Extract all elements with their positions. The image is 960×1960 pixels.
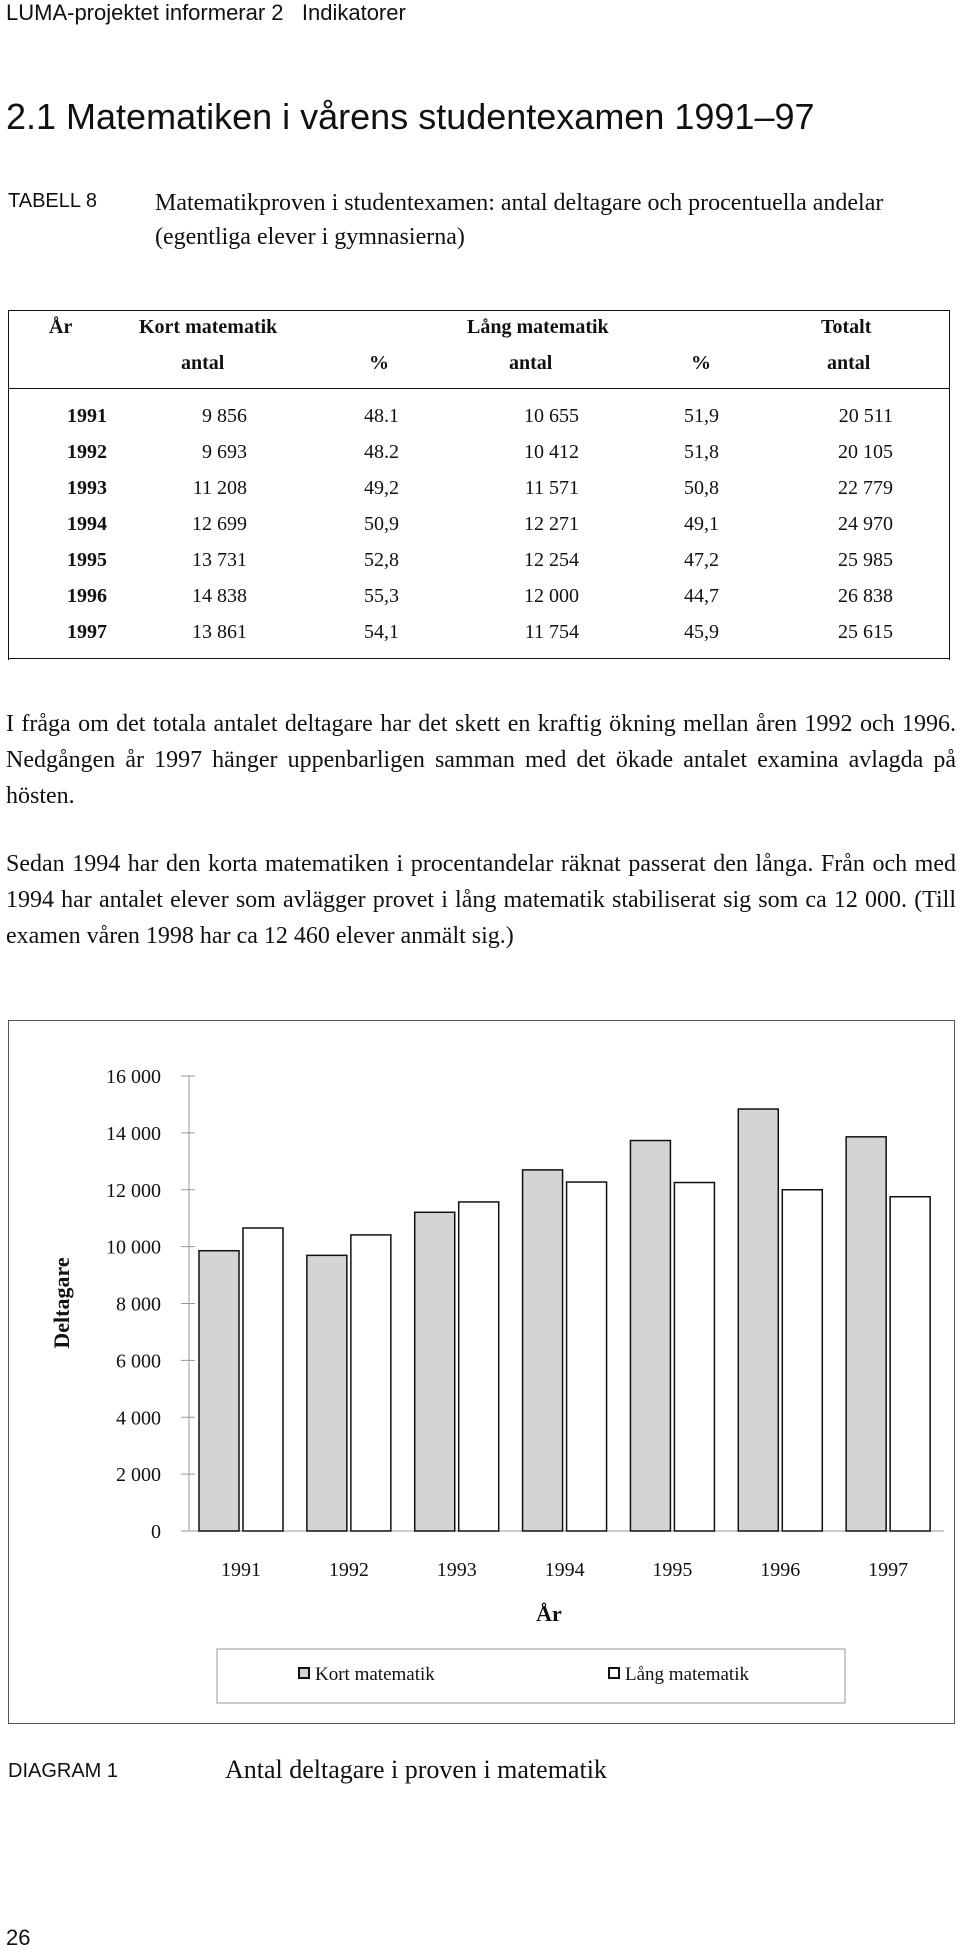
y-tick-label: 16 000 [106, 1066, 161, 1088]
legend-swatch-lang [609, 1668, 619, 1678]
bar-lang-1997 [890, 1197, 930, 1531]
bar-lang-1996 [782, 1190, 822, 1531]
y-axis-title: Deltagare [49, 1257, 74, 1349]
table-cell-short-antal: 9 693 [202, 441, 247, 463]
table-cell-short-pct: 54,1 [364, 621, 399, 643]
bar-kort-1995 [630, 1141, 670, 1531]
y-tick-label: 6 000 [116, 1350, 161, 1373]
y-tick-label: 8 000 [116, 1293, 161, 1316]
table-cell-year: 1997 [67, 621, 107, 643]
table-cell-short-pct: 55,3 [364, 585, 399, 607]
legend-swatch-kort [299, 1668, 309, 1678]
bar-kort-1992 [307, 1255, 347, 1531]
page-number: 26 [6, 1925, 31, 1950]
header-short-math: Kort matematik [139, 316, 278, 338]
bar-kort-1994 [523, 1170, 563, 1531]
table-cell-year: 1996 [67, 585, 107, 607]
table-cell-long-pct: 51,8 [684, 441, 719, 463]
table-cell-year: 1993 [67, 477, 107, 499]
table-cell-long-pct: 44,7 [684, 585, 719, 607]
legend-label-lang: Lång matematik [625, 1664, 749, 1685]
table-cell-total: 20 511 [838, 405, 893, 427]
table-cell-long-antal: 11 754 [524, 621, 579, 643]
table-cell-long-pct: 47,2 [684, 549, 719, 571]
bar-kort-1991 [199, 1251, 239, 1531]
y-tick-label: 14 000 [106, 1122, 161, 1145]
header-total: Totalt [821, 316, 872, 338]
table-cell-long-pct: 45,9 [684, 621, 719, 643]
data-table [8, 310, 950, 660]
y-tick-label: 12 000 [106, 1179, 161, 1202]
diagram-caption: Antal deltagare i proven i matematik [225, 1755, 607, 1784]
x-tick-label: 1997 [868, 1559, 909, 1581]
table-cell-short-antal: 9 856 [202, 405, 247, 427]
legend-box [217, 1649, 845, 1703]
table-cell-year: 1992 [67, 441, 107, 463]
table-cell-short-antal: 13 861 [192, 621, 247, 643]
table-cell-year: 1991 [67, 405, 107, 427]
table-cell-short-pct: 52,8 [364, 549, 399, 571]
table-cell-short-antal: 11 208 [192, 477, 247, 499]
table-cell-long-antal: 10 412 [524, 441, 579, 463]
table-caption: Matematikproven i studentexamen: antal deltagare och procentuella andelar (egentliga elever i gymnasierna) [155, 190, 884, 250]
table-cell-long-antal: 12 000 [524, 585, 579, 607]
subheader-long-antal: antal [509, 352, 553, 374]
table-cell-total: 25 615 [838, 621, 893, 643]
legend-label-kort: Kort matematik [315, 1664, 435, 1685]
table-cell-long-antal: 11 571 [524, 477, 579, 499]
running-header: LUMA-projektet informerar 2 Indikatorer [6, 0, 406, 25]
y-tick-label: 2 000 [116, 1464, 161, 1487]
bar-kort-1996 [738, 1109, 778, 1531]
table-cell-long-pct: 50,8 [684, 477, 719, 499]
subheader-short-antal: antal [181, 352, 225, 374]
x-tick-label: 1993 [436, 1559, 477, 1581]
bar-kort-1997 [846, 1137, 886, 1531]
x-tick-label: 1995 [652, 1559, 693, 1581]
y-tick-label: 4 000 [116, 1407, 161, 1430]
header-long-math: Lång matematik [467, 316, 609, 338]
bar-lang-1994 [567, 1182, 607, 1531]
table-cell-long-antal: 10 655 [524, 405, 579, 427]
table-cell-long-pct: 49,1 [684, 513, 719, 535]
chart-frame [8, 1020, 955, 1724]
table-cell-total: 24 970 [838, 513, 893, 535]
bar-lang-1995 [674, 1183, 714, 1531]
header-year: År [49, 316, 73, 338]
paragraph-1: I fråga om det totala antalet deltagare har det skett en kraftig ökning mellan åren 1992 och 1996. Nedgången år 1997 hänger uppenbarligen samman med det ökade antalet examina avlagda på hösten. [6, 711, 956, 809]
bar-lang-1992 [351, 1235, 391, 1531]
subheader-total-antal: antal [827, 352, 871, 374]
table-cell-short-antal: 12 699 [192, 513, 247, 535]
section-title: 2.1 Matematiken i vårens studentexamen 1991–97 [6, 96, 815, 137]
x-tick-label: 1994 [544, 1559, 585, 1581]
x-tick-label: 1996 [760, 1559, 801, 1581]
bar-lang-1993 [459, 1202, 499, 1531]
table-cell-short-antal: 13 731 [192, 549, 247, 571]
table-label: TABELL 8 [8, 190, 97, 212]
subheader-long-pct: % [691, 352, 711, 374]
diagram-label: DIAGRAM 1 [8, 1760, 119, 1782]
table-cell-total: 22 779 [838, 477, 893, 499]
bar-lang-1991 [243, 1228, 283, 1531]
x-axis-title: År [536, 1601, 562, 1626]
bar-kort-1993 [415, 1212, 455, 1531]
table-cell-short-pct: 48.2 [364, 441, 399, 463]
table-cell-short-pct: 50,9 [364, 513, 399, 535]
table-cell-short-antal: 14 838 [192, 585, 247, 607]
table-cell-year: 1995 [67, 549, 107, 571]
table-cell-year: 1994 [67, 513, 107, 535]
table-cell-total: 20 105 [838, 441, 893, 463]
bar-chart [9, 1021, 954, 1723]
x-tick-label: 1992 [328, 1559, 369, 1581]
table-cell-short-pct: 48.1 [364, 405, 399, 427]
table-cell-short-pct: 49,2 [364, 477, 399, 499]
table-cell-total: 26 838 [838, 585, 893, 607]
y-tick-label: 10 000 [106, 1236, 161, 1259]
table-bottom-rule [9, 658, 949, 659]
paragraph-2: Sedan 1994 har den korta matematiken i procentandelar räknat passerat den långa. Från och med 1994 har antalet elever som avlägger provet i lång matematik stabiliserat sig som ca 12 000. (Till examen våren 1998 har ca 12 460 elever anmält sig.) [6, 851, 956, 949]
table-cell-long-antal: 12 254 [524, 549, 579, 571]
table-cell-total: 25 985 [838, 549, 893, 571]
table-cell-long-pct: 51,9 [684, 405, 719, 427]
table-header-rule [9, 388, 949, 389]
table-cell-long-antal: 12 271 [524, 513, 579, 535]
table-top-rule [9, 310, 949, 311]
x-tick-label: 1991 [221, 1559, 261, 1581]
subheader-short-pct: % [369, 352, 389, 374]
y-tick-label: 0 [151, 1521, 161, 1543]
